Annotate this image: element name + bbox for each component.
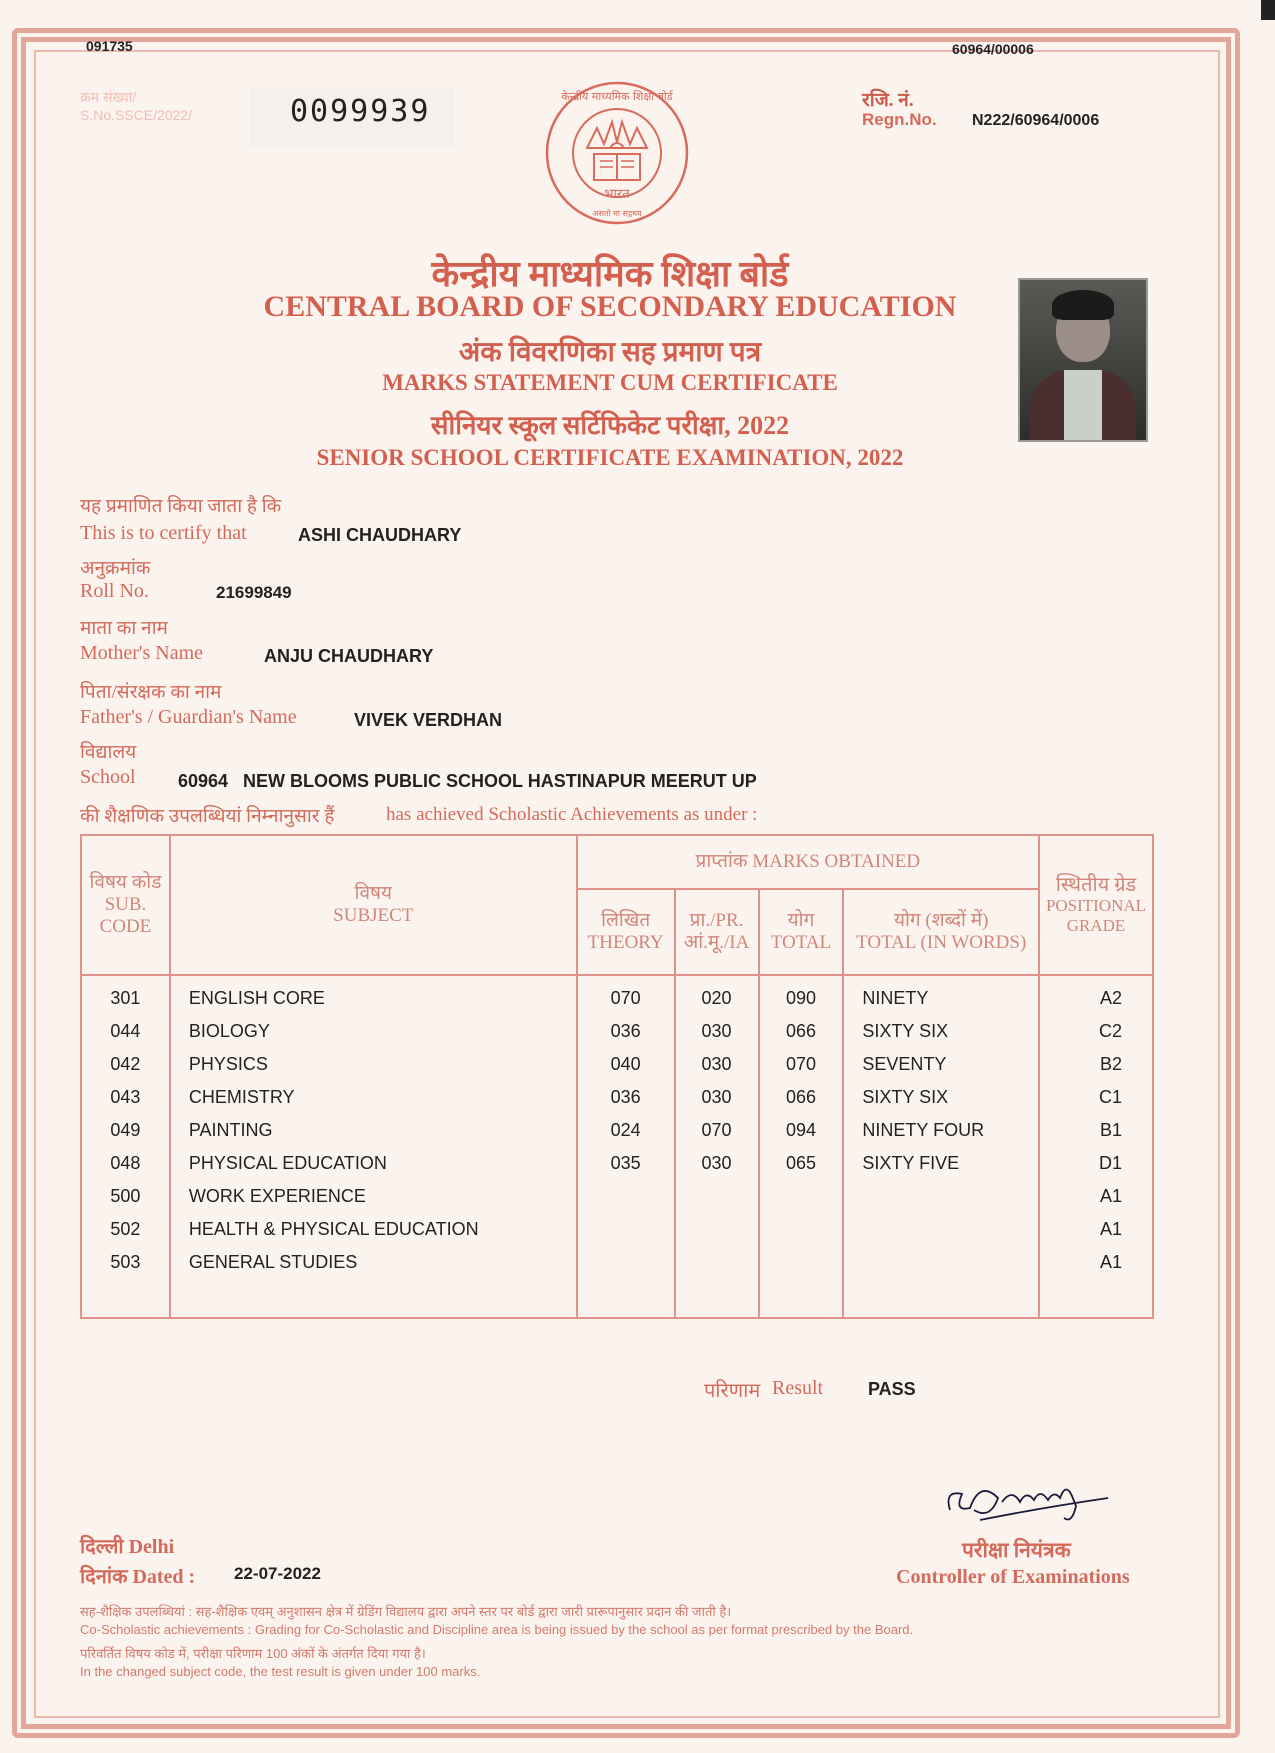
result-label-hi: परिणाम [704, 1380, 761, 1402]
total-in-words: NINETY FOUR [843, 1114, 1039, 1147]
header-marks-obtained [577, 835, 1039, 889]
positional-grade: B2 [1039, 1048, 1153, 1081]
regn-number: N222/60964/0006 [972, 112, 1100, 129]
controller-title-en: Controller of Examinations [896, 1566, 1130, 1588]
place-hi: दिल्ली [80, 1536, 124, 1558]
header-marks-hi: प्राप्तांक [695, 851, 748, 872]
mother-label-hi: माता का नाम [80, 618, 168, 639]
positional-grade: A1 [1039, 1213, 1153, 1246]
header-total-words [843, 889, 1039, 975]
table-row [81, 1147, 1153, 1180]
seal-text-top: केन्द्रीय माध्यमिक शिक्षा बोर्ड [561, 90, 673, 103]
practical-marks: 030 [675, 1048, 759, 1081]
achieved-label-en: has achieved Scholastic Achievements as under : [386, 804, 758, 825]
subject-rows [81, 975, 1153, 1279]
dated-en: Dated : [132, 1566, 196, 1588]
total-in-words [843, 1213, 1039, 1246]
footnote-1-hi: सह-शैक्षिक उपलब्धियां : सह-शैक्षिक एवम् अनुशासन क्षेत्र में ग्रेडिंग विद्यालय द्वारा अपने स्तर पर बोर्ड द्वारा जारी प्रारूपानुसार प्रदान की जाती है। [80, 1604, 732, 1619]
practical-marks [675, 1213, 759, 1246]
achieved-label-hi: की शैक्षणिक उपलब्धियां निम्नानुसार हैं [80, 806, 335, 827]
total-in-words [843, 1180, 1039, 1213]
seal-text-mid: भारत [604, 187, 630, 202]
result-value: PASS [868, 1379, 916, 1399]
theory-marks [577, 1180, 675, 1213]
table-row [81, 1114, 1153, 1147]
table-row [81, 1048, 1153, 1081]
header-grade-en: POSITIONAL GRADE [1045, 896, 1147, 935]
total-in-words: SEVENTY [843, 1048, 1039, 1081]
total-in-words: SIXTY SIX [843, 1015, 1039, 1048]
subject-name: GENERAL STUDIES [170, 1246, 577, 1279]
subject-name: CHEMISTRY [170, 1081, 577, 1114]
roll-label-hi: अनुक्रमांक [80, 558, 151, 579]
header-total-hi: योग [787, 910, 815, 931]
father-label-hi: पिता/संरक्षक का नाम [80, 682, 222, 703]
theory-marks [577, 1246, 675, 1279]
total-marks: 065 [759, 1147, 844, 1180]
serial-number: 0099939 [290, 94, 431, 129]
subject-code: 043 [81, 1081, 170, 1114]
practical-marks [675, 1246, 759, 1279]
positional-grade: D1 [1039, 1147, 1153, 1180]
theory-marks: 024 [577, 1114, 675, 1147]
table-row [81, 1213, 1153, 1246]
total-marks [759, 1246, 844, 1279]
subject-code: 042 [81, 1048, 170, 1081]
father-name: VIVEK VERDHAN [354, 710, 503, 730]
certify-label-en: This is to certify that [80, 522, 247, 544]
positional-grade: A2 [1039, 975, 1153, 1015]
top-left-code: 091735 [86, 38, 133, 54]
header-grade [1039, 835, 1153, 975]
header-subject [170, 835, 577, 975]
student-photo [1018, 278, 1148, 442]
total-marks: 094 [759, 1114, 844, 1147]
exam-title-en: SENIOR SCHOOL CERTIFICATE EXAMINATION, 2022 [316, 445, 904, 470]
theory-marks: 036 [577, 1081, 675, 1114]
subject-name: PHYSICAL EDUCATION [170, 1147, 577, 1180]
table-row [81, 1246, 1153, 1279]
total-marks: 066 [759, 1081, 844, 1114]
school-label-en: School [80, 766, 136, 788]
total-marks [759, 1180, 844, 1213]
controller-signature [940, 1460, 1110, 1532]
subject-code: 048 [81, 1147, 170, 1180]
theory-marks: 035 [577, 1147, 675, 1180]
header-subject-en: SUBJECT [333, 905, 414, 926]
practical-marks: 070 [675, 1114, 759, 1147]
header-grade-hi: स्थितीय ग्रेड [1055, 874, 1137, 896]
school-name: 60964 NEW BLOOMS PUBLIC SCHOOL HASTINAPUR MEERUT UP [178, 771, 757, 791]
subject-name: ENGLISH CORE [170, 975, 577, 1015]
date-value: 22-07-2022 [234, 1564, 321, 1583]
dated-label [80, 1562, 195, 1589]
dated-hi: दिनांक [80, 1566, 128, 1588]
header-practical-hi: प्रा./PR. [689, 910, 744, 931]
practical-marks: 030 [675, 1081, 759, 1114]
subject-code: 500 [81, 1180, 170, 1213]
serial-label: क्रम संख्या/ S.No.SSCE/2022/ [80, 89, 193, 123]
theory-marks: 040 [577, 1048, 675, 1081]
header-theory-en: THEORY [587, 932, 664, 953]
top-right-code: 60964/00006 [952, 41, 1034, 57]
place-label [80, 1532, 174, 1559]
practical-marks: 030 [675, 1015, 759, 1048]
certify-label-hi: यह प्रमाणित किया जाता है कि [80, 496, 282, 517]
header-words-hi: योग (शब्दों में) [893, 910, 989, 931]
header-theory-hi: लिखित [601, 910, 651, 931]
header-subject-hi: विषय [354, 883, 393, 904]
controller-title-hi: परीक्षा नियंत्रक [962, 1538, 1071, 1562]
header-theory [577, 889, 675, 975]
seal-text-bottom: असतो मा सद्गमय [592, 209, 642, 218]
positional-grade: A1 [1039, 1180, 1153, 1213]
marks-table [80, 834, 1154, 1319]
total-marks [759, 1213, 844, 1246]
subject-code: 301 [81, 975, 170, 1015]
total-marks: 070 [759, 1048, 844, 1081]
footnote-2-en: In the changed subject code, the test result is given under 100 marks. [80, 1664, 481, 1679]
header-total-en: TOTAL [770, 932, 832, 953]
total-in-words: SIXTY SIX [843, 1081, 1039, 1114]
board-title-hi: केन्द्रीय माध्यमिक शिक्षा बोर्ड [431, 254, 789, 294]
doc-title-en: MARKS STATEMENT CUM CERTIFICATE [382, 370, 838, 395]
exam-title-hi: सीनियर स्कूल सर्टिफिकेट परीक्षा, 2022 [430, 411, 790, 440]
subject-code: 049 [81, 1114, 170, 1147]
subject-code: 503 [81, 1246, 170, 1279]
total-in-words: SIXTY FIVE [843, 1147, 1039, 1180]
header-total [759, 889, 844, 975]
place-en: Delhi [128, 1536, 175, 1558]
subject-name: WORK EXPERIENCE [170, 1180, 577, 1213]
table-row [81, 1015, 1153, 1048]
board-title-en: CENTRAL BOARD OF SECONDARY EDUCATION [263, 290, 957, 323]
table-row [81, 1081, 1153, 1114]
total-in-words [843, 1246, 1039, 1279]
subject-name: BIOLOGY [170, 1015, 577, 1048]
theory-marks: 070 [577, 975, 675, 1015]
student-name: ASHI CHAUDHARY [298, 525, 462, 545]
header-sub-code [81, 835, 170, 975]
cbse-seal-icon [542, 78, 692, 228]
header-sub-code-hi: विषय कोड [89, 872, 162, 893]
practical-marks [675, 1180, 759, 1213]
positional-grade: B1 [1039, 1114, 1153, 1147]
father-label-en: Father's / Guardian's Name [80, 706, 297, 728]
positional-grade: C2 [1039, 1015, 1153, 1048]
mother-label-en: Mother's Name [80, 642, 204, 664]
scan-edge [1261, 0, 1275, 20]
school-label-hi: विद्यालय [80, 742, 137, 763]
practical-marks: 030 [675, 1147, 759, 1180]
subject-name: PHYSICS [170, 1048, 577, 1081]
subject-code: 502 [81, 1213, 170, 1246]
footnote-1-en: Co-Scholastic achievements : Grading for Co-Scholastic and Discipline area is being issued by the school as per format prescribed by the Board. [80, 1622, 914, 1637]
subject-code: 044 [81, 1015, 170, 1048]
regn-label-hi: रजि. नं. [862, 90, 914, 111]
total-in-words: NINETY [843, 975, 1039, 1015]
roll-number: 21699849 [216, 583, 292, 602]
footnote-2-hi: परिवर्तित विषय कोड में, परीक्षा परिणाम 100 अंकों के अंतर्गत दिया गया है। [80, 1646, 426, 1661]
positional-grade: C1 [1039, 1081, 1153, 1114]
roll-label-en: Roll No. [80, 580, 149, 602]
table-row [81, 975, 1153, 1015]
theory-marks: 036 [577, 1015, 675, 1048]
table-row [81, 1180, 1153, 1213]
header-practical-en: आं.मू./IA [683, 932, 750, 953]
subject-name: HEALTH & PHYSICAL EDUCATION [170, 1213, 577, 1246]
header-practical [675, 889, 759, 975]
regn-label-en: Regn.No. [862, 110, 937, 129]
header-words-en: TOTAL (IN WORDS) [856, 932, 1027, 953]
total-marks: 066 [759, 1015, 844, 1048]
header-sub-code-en: SUB. CODE [99, 894, 152, 937]
practical-marks: 020 [675, 975, 759, 1015]
theory-marks [577, 1213, 675, 1246]
result-label-en: Result [772, 1377, 824, 1399]
doc-title-hi: अंक विवरणिका सह प्रमाण पत्र [458, 337, 762, 368]
subject-name: PAINTING [170, 1114, 577, 1147]
mother-name: ANJU CHAUDHARY [264, 646, 434, 666]
positional-grade: A1 [1039, 1246, 1153, 1279]
header-marks-en: MARKS OBTAINED [752, 851, 921, 872]
total-marks: 090 [759, 975, 844, 1015]
